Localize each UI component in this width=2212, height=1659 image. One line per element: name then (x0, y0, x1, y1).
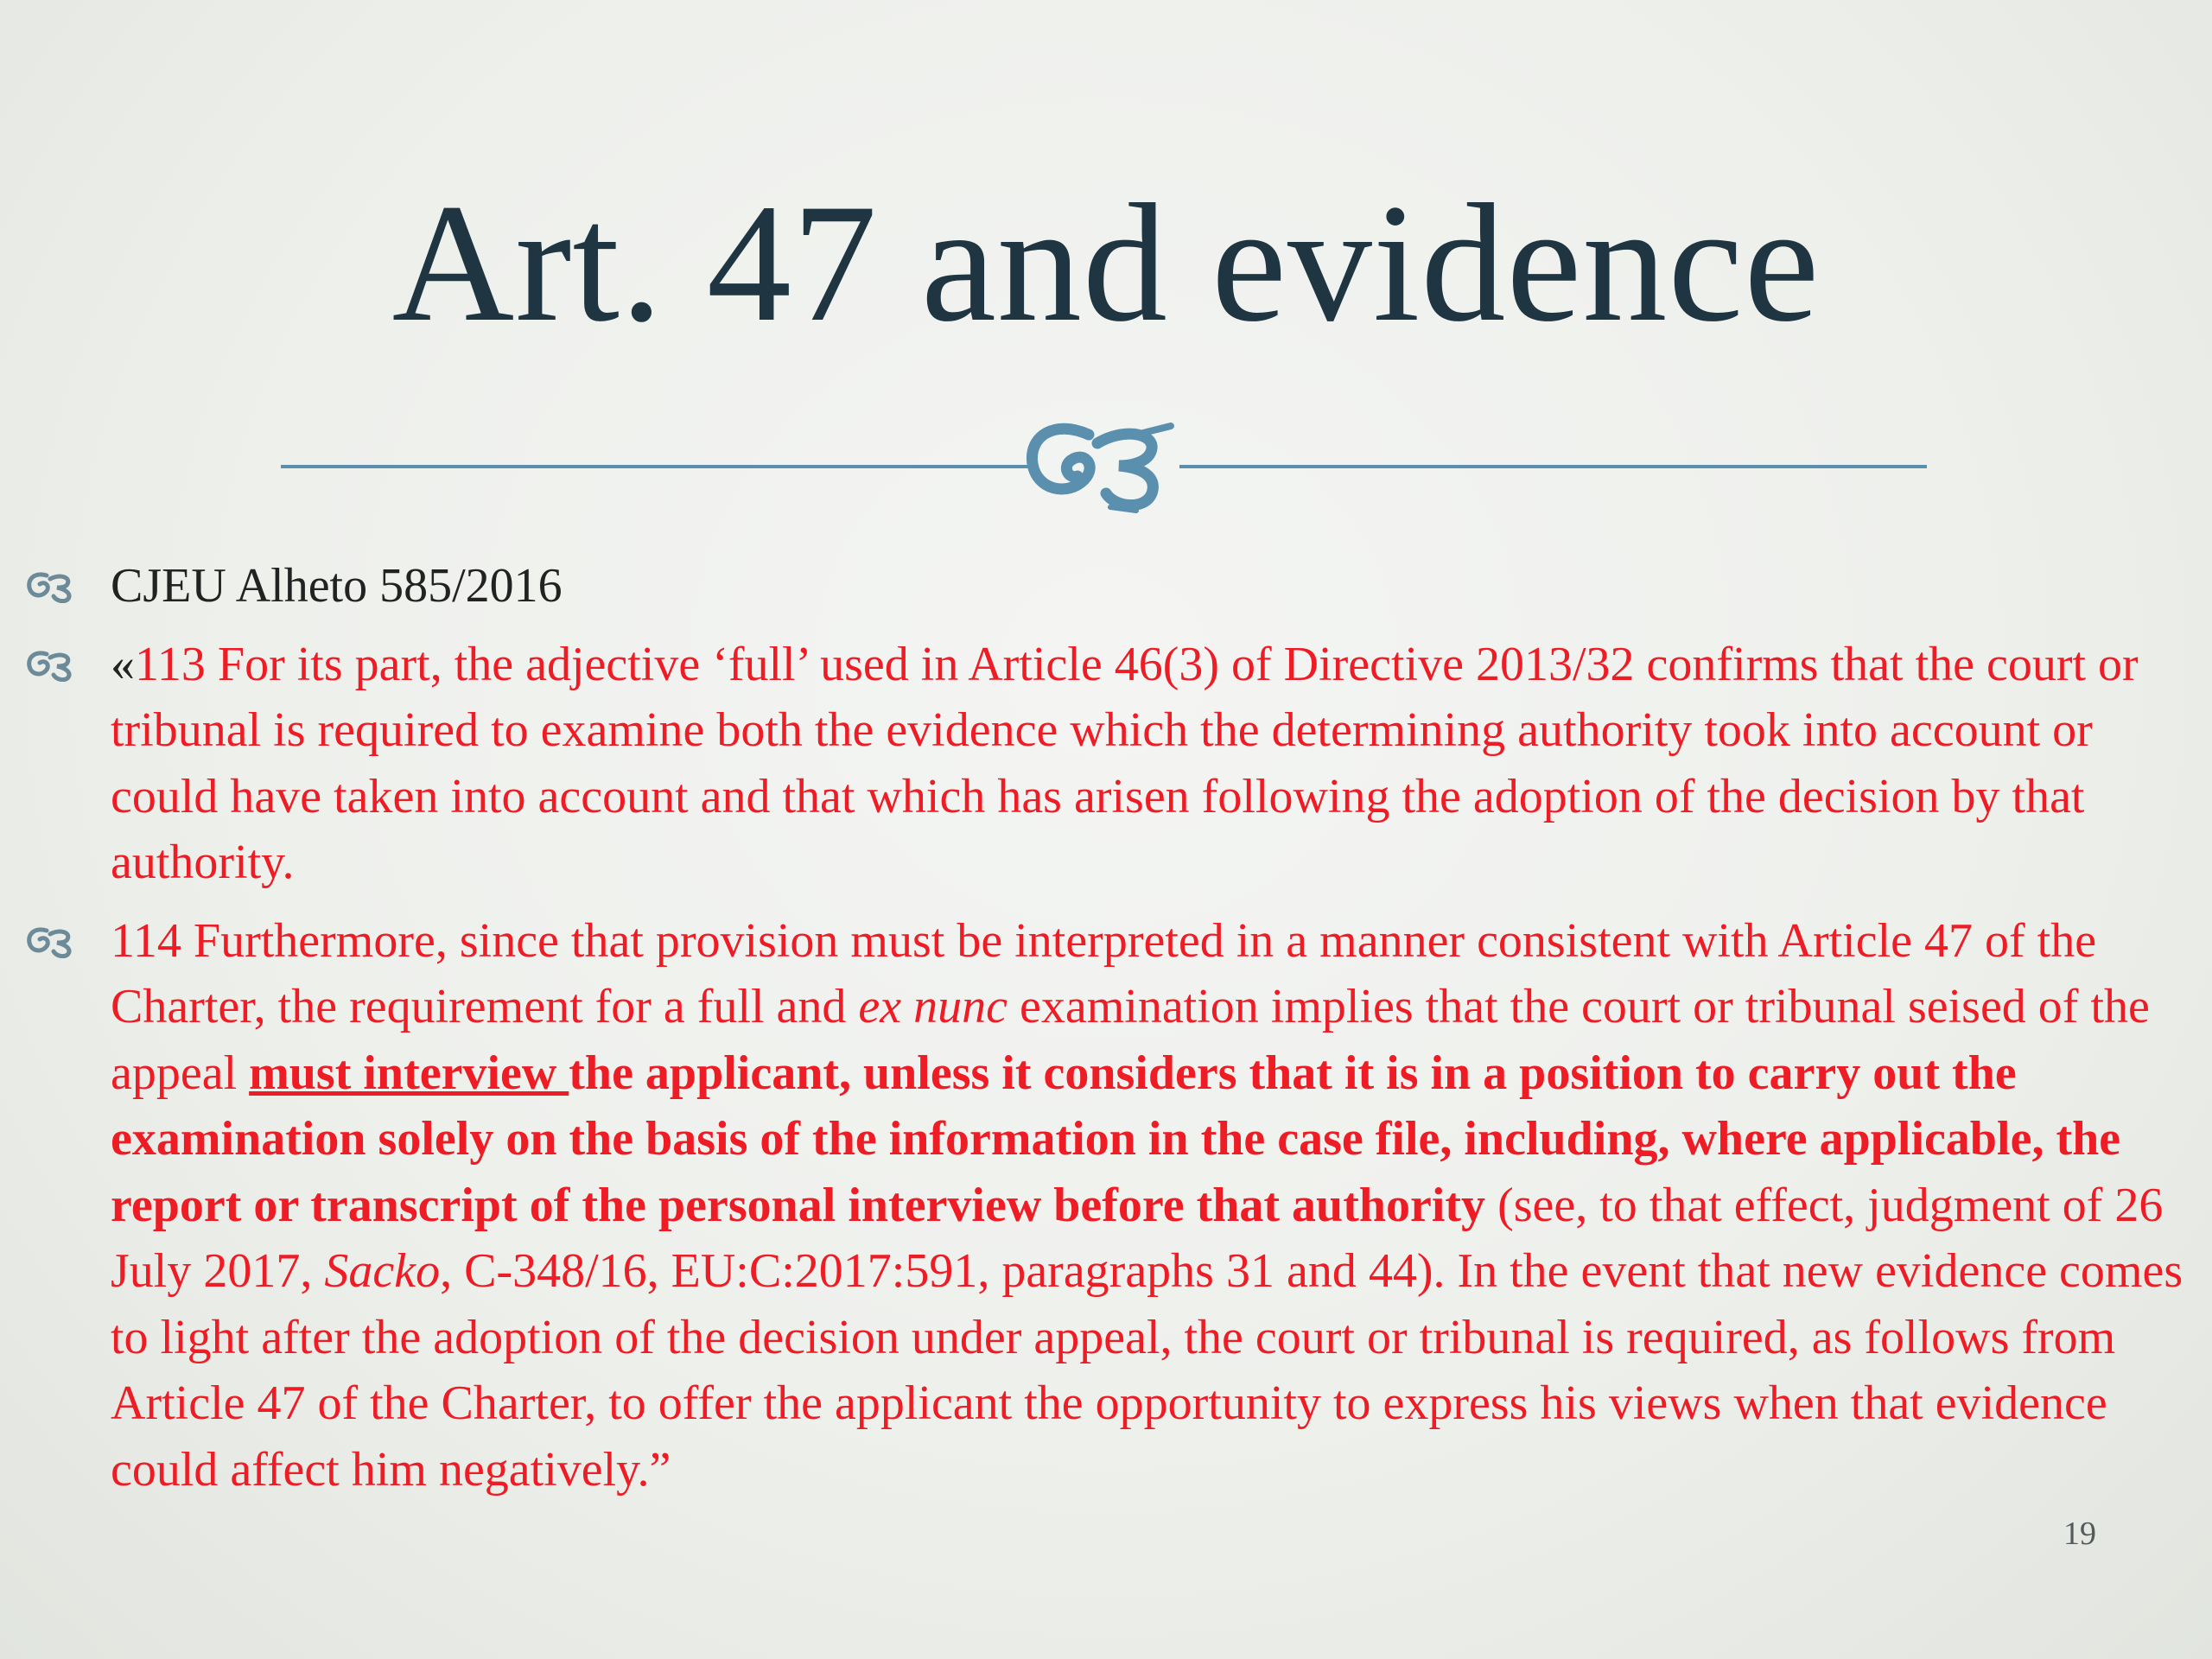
paragraph-114-citation-intro: (see, to that effect, judgment of 26 July 2017, (111, 1178, 2164, 1298)
paragraph-114-emphasis-underlined: must interview (249, 1046, 569, 1100)
page-number: 19 (2063, 1516, 2096, 1552)
ornamental-scroll-icon (1032, 426, 1171, 511)
slide-title: Art. 47 and evidence (391, 169, 1821, 357)
bullet-item-paragraph-113 (26, 632, 2195, 896)
paragraph-113-text: 113 For its part, the adjective ‘full’ used in Article 46(3) of Directive 2013/32 confirms that the court or tribunal is required to examine both the evidence which the determining authority took into account or could have taken into account and that which has arisen following the adoption of the decision by that authority. (111, 637, 2139, 889)
ornamental-bullet-icon (26, 924, 79, 958)
ornamental-bullet-icon (26, 569, 79, 603)
bullet-item-paragraph-114 (26, 908, 2195, 1503)
paragraph-114-italic-ex-nunc: ex nunc (858, 980, 1007, 1033)
paragraph-114-text-start: 114 Furthermore, since that provision must be interpreted in a manner consistent with Article 47 of the Charter, the requirement for a full and (111, 913, 2097, 1033)
slide-body (26, 553, 2195, 1503)
paragraph-114-text-mid: examination implies that the court or tribunal seised of the appeal (111, 980, 2150, 1100)
paragraph-114-text-end: , C-348/16, EU:C:2017:591, paragraphs 31 and 44). In the event that new evidence comes to light after the adoption of the decision under appeal, the court or tribunal is required, as follows from Article 47 of the Charter, to offer the applicant the opportunity to express his views when that evidence could affect him negatively.” (111, 1244, 2183, 1497)
opening-quote-mark: « (111, 637, 135, 691)
ornamental-bullet-icon (26, 647, 79, 682)
paragraph-114-case-name-italic: Sacko (324, 1244, 441, 1298)
case-reference-text: CJEU Alheto 585/2016 (111, 559, 563, 613)
title-divider (281, 410, 1927, 514)
bullet-item-case-reference (26, 553, 2195, 620)
paragraph-114-emphasis-bold: the applicant, unless it considers that it is in a position to carry out the examination solely on the basis of the information in the case file, including, where applicable, the report or transcript of the personal interview before that authority (111, 1046, 2121, 1232)
